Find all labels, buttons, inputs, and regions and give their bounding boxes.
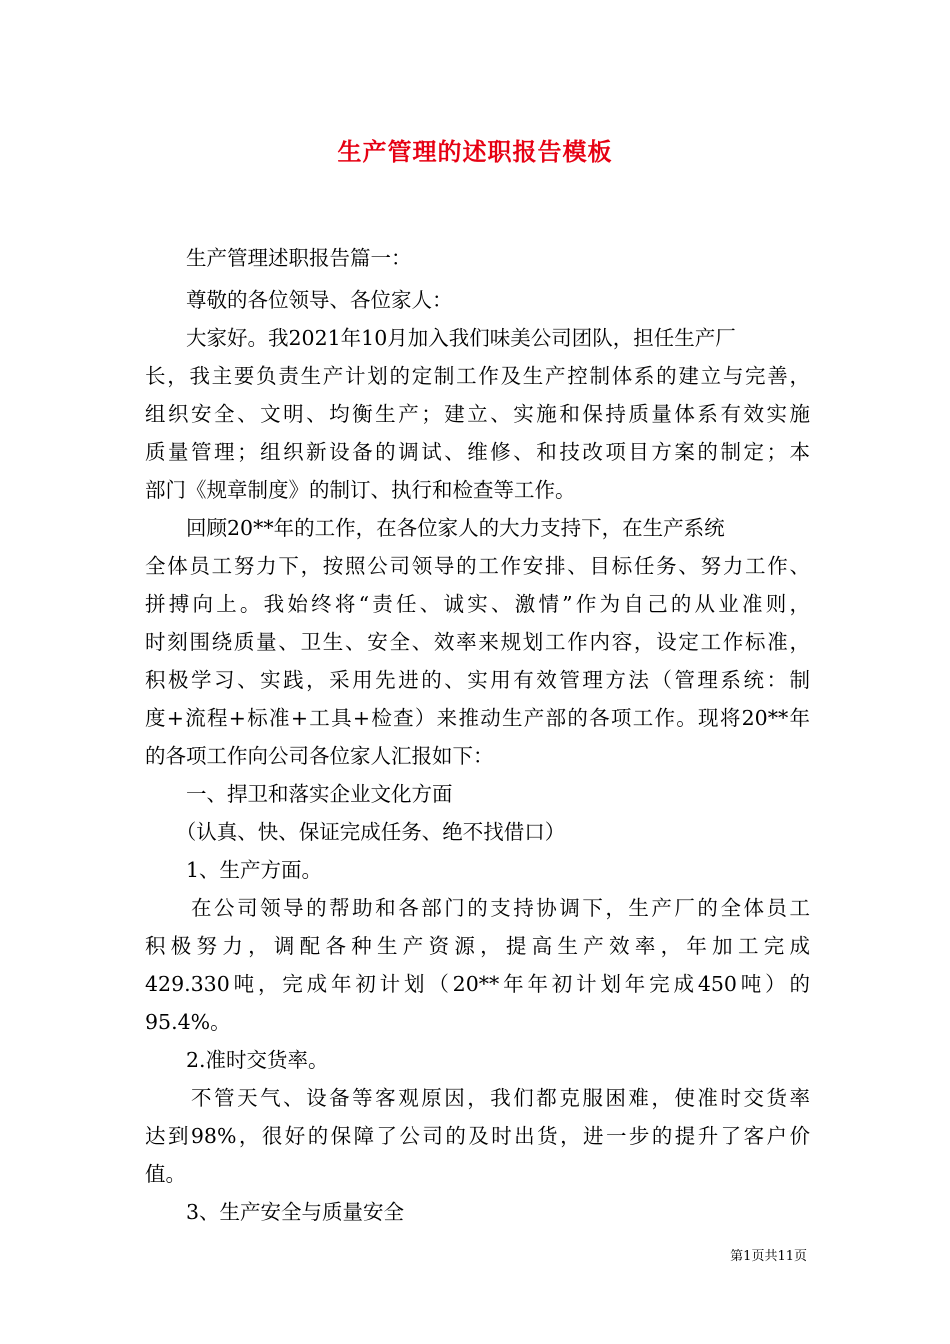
paragraph-line: 积极努力，调配各种生产资源，提高生产效率，年加工完成 (145, 934, 810, 958)
paragraph-line: 在公司领导的帮助和各部门的支持协调下，生产厂的全体员工 (145, 896, 810, 920)
paragraph-line: 时刻围绕质量、卫生、安全、效率来规划工作内容，设定工作标准， (145, 630, 810, 654)
paragraph-line: 全体员工努力下，按照公司领导的工作安排、目标任务、努力工作、 (145, 554, 810, 578)
paragraph-line: 生产管理述职报告篇一： (145, 246, 412, 270)
paragraph-line: 不管天气、设备等客观原因，我们都克服困难，使准时交货率 (145, 1086, 810, 1110)
paragraph-line: 积极学习、实践，采用先进的、实用有效管理方法（管理系统：制 (145, 668, 810, 692)
paragraph-line: 回顾20**年的工作，在各位家人的大力支持下，在生产系统 (145, 516, 725, 540)
paragraph-line: 值。 (145, 1162, 186, 1186)
paragraph-line: 的各项工作向公司各位家人汇报如下： (145, 744, 494, 768)
paragraph-line: 部门《规章制度》的制订、执行和检查等工作。 (145, 478, 576, 502)
paragraph-line: 尊敬的各位领导、各位家人： (145, 288, 453, 312)
paragraph-line: 达到98%，很好的保障了公司的及时出货，进一步的提升了客户价 (145, 1124, 810, 1148)
document-title: 生产管理的述职报告模板 (337, 137, 613, 166)
paragraph-line: 429.330吨，完成年初计划（20**年年初计划年完成450吨）的 (145, 972, 810, 996)
paragraph-line: 质量管理；组织新设备的调试、维修、和技改项目方案的制定；本 (145, 440, 810, 464)
paragraph-line: 大家好。我2021年10月加入我们味美公司团队，担任生产厂 (145, 326, 736, 350)
paragraph-line: 1、生产方面。 (145, 858, 323, 882)
paragraph-line: 95.4%。 (145, 1010, 231, 1034)
paragraph-line: 2.准时交货率。 (145, 1048, 329, 1072)
paragraph-line: 度+流程+标准+工具+检查）来推动生产部的各项工作。现将20**年 (145, 706, 810, 730)
paragraph-line: 3、生产安全与质量安全 (145, 1200, 405, 1224)
paragraph-line: 长，我主要负责生产计划的定制工作及生产控制体系的建立与完善， (145, 364, 810, 388)
paragraph-line: （认真、快、保证完成任务、绝不找借口） (145, 820, 566, 844)
page-number: 第1页共11页 (730, 1249, 807, 1264)
paragraph-line: 拼搏向上。我始终将“责任、诚实、激情”作为自己的从业准则， (145, 592, 810, 616)
paragraph-line: 组织安全、文明、均衡生产；建立、实施和保持质量体系有效实施 (145, 402, 810, 426)
paragraph-line: 一、捍卫和落实企业文化方面 (145, 782, 453, 806)
